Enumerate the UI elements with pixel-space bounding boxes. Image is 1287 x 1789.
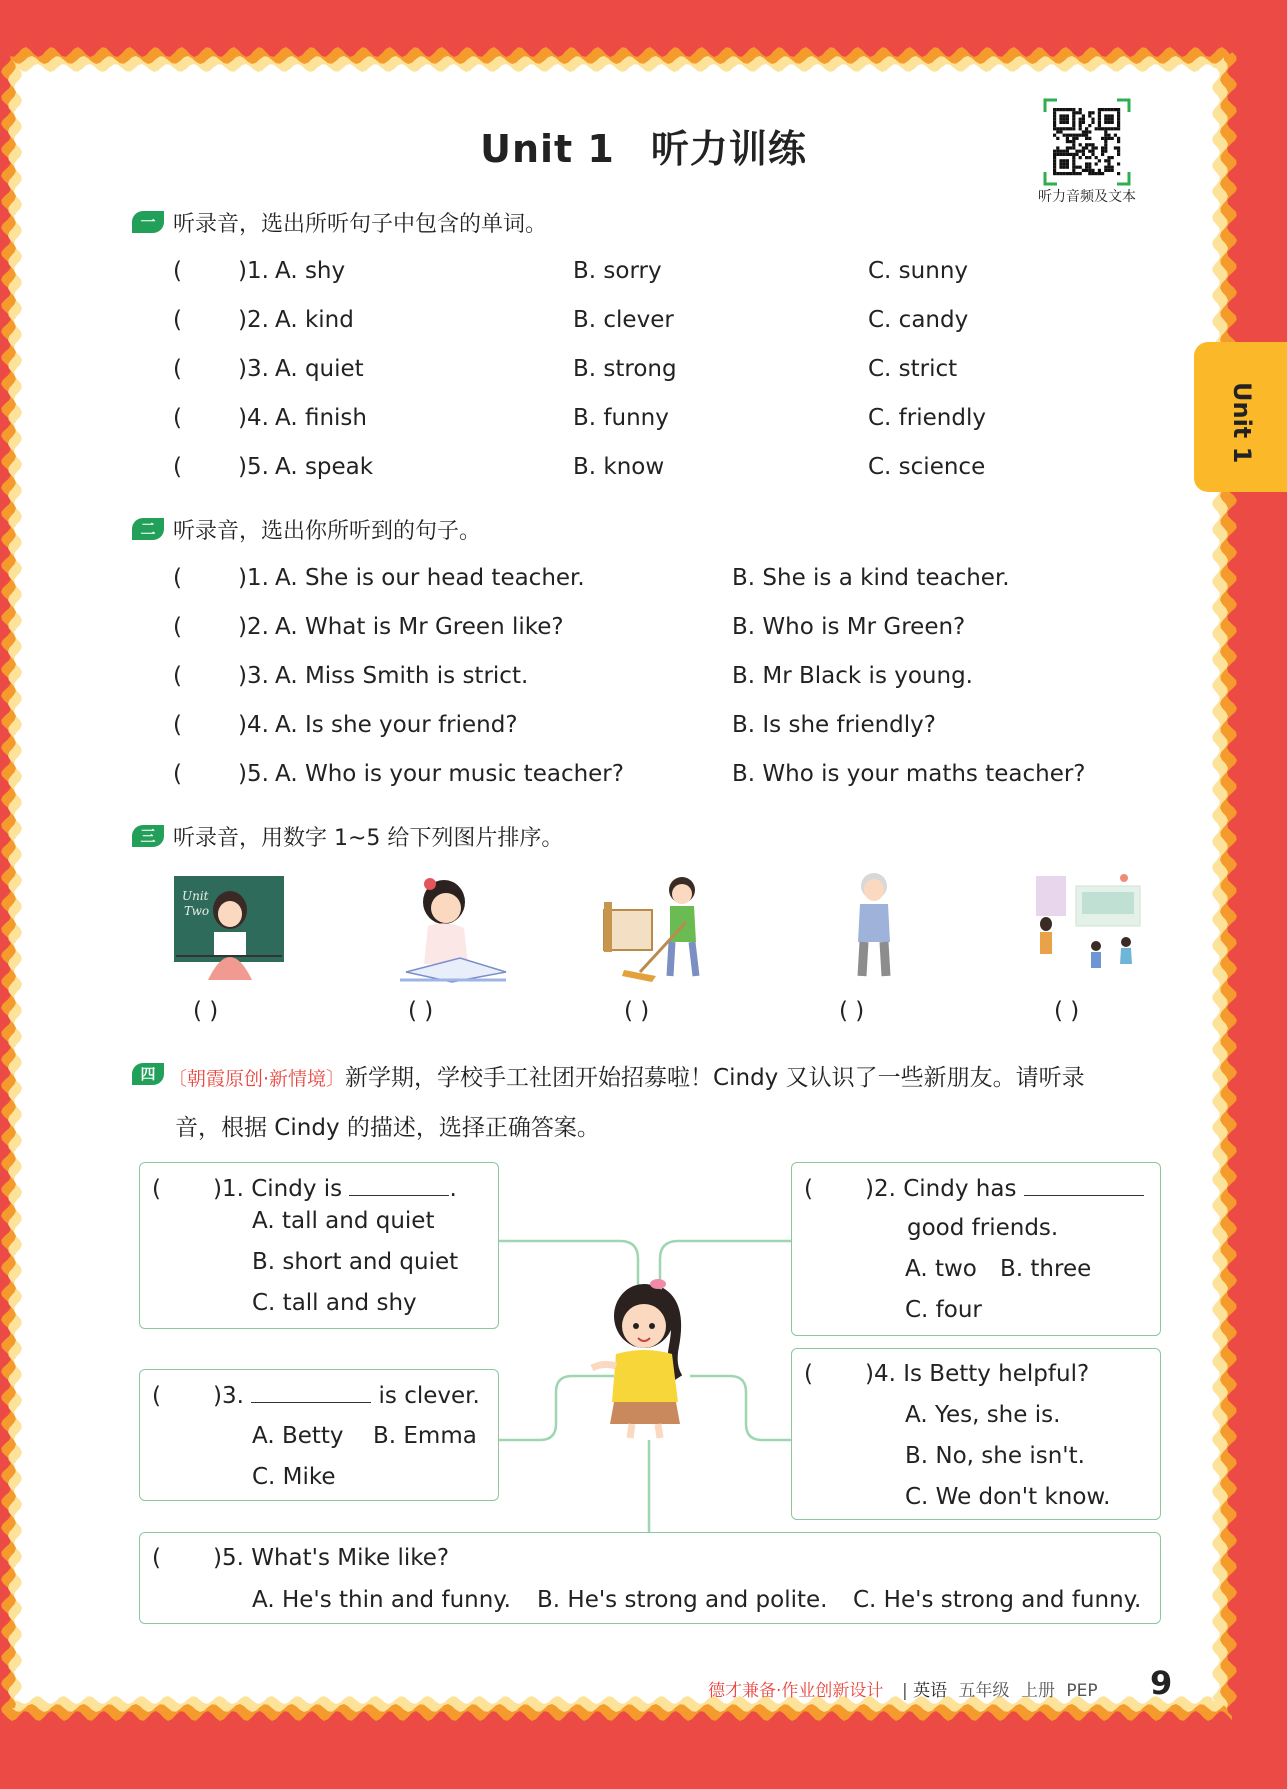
option-a[interactable]: A. Who is your music teacher? xyxy=(275,761,624,787)
question-4-stem: ( )4. Is Betty helpful? xyxy=(804,1361,1090,1387)
side-tab-unit xyxy=(1194,342,1287,492)
section-4-instruction-1 xyxy=(168,1059,1085,1092)
option-b[interactable]: B. clever xyxy=(573,307,674,333)
footer-separator: | xyxy=(902,1681,908,1701)
question-box-2 xyxy=(791,1162,1161,1336)
question-3-stem: ( )3. is clever. xyxy=(152,1383,480,1409)
qr-caption: 听力音频及文本 xyxy=(1038,189,1136,205)
question-1-stem: ( )1. Cindy is . xyxy=(152,1176,457,1202)
section-2-badge: 二 xyxy=(132,518,164,540)
q5-option-a[interactable]: A. He's thin and funny. xyxy=(252,1587,511,1613)
option-c[interactable]: C. friendly xyxy=(868,405,986,431)
question-box-3 xyxy=(139,1369,499,1501)
item-number: )2. xyxy=(238,307,269,333)
option-c[interactable]: C. strict xyxy=(868,356,958,382)
blackboard-text-1: Unit xyxy=(182,889,209,903)
q1-option-c[interactable]: C. tall and shy xyxy=(252,1290,417,1316)
q1-end: . xyxy=(449,1176,457,1202)
option-a[interactable]: A. quiet xyxy=(275,356,364,382)
qr-code-icon[interactable] xyxy=(1043,98,1131,186)
q1-option-a[interactable]: A. tall and quiet xyxy=(252,1208,435,1234)
q5-option-b[interactable]: B. He's strong and polite. xyxy=(537,1587,828,1613)
q3-number: )3. xyxy=(212,1383,244,1409)
q2-option-a[interactable]: A. two xyxy=(905,1256,977,1282)
unit-label: Unit 1 xyxy=(480,127,615,171)
option-a[interactable]: A. finish xyxy=(275,405,367,431)
answer-paren[interactable]: ( xyxy=(173,565,182,591)
q5-stem-text: What's Mike like? xyxy=(251,1545,450,1571)
item-number: )4. xyxy=(238,712,269,738)
footer-subject: 英语 xyxy=(913,1681,948,1701)
q2-number: )2. xyxy=(864,1176,896,1202)
footer-grade: 五年级 xyxy=(958,1681,1010,1701)
answer-paren[interactable]: ( xyxy=(173,614,182,640)
option-b[interactable]: B. strong xyxy=(573,356,677,382)
question-box-5 xyxy=(139,1532,1161,1624)
option-c[interactable]: C. science xyxy=(868,454,986,480)
q2-blank[interactable] xyxy=(1024,1175,1144,1196)
answer-paren[interactable]: ( xyxy=(173,761,182,787)
picture-5-answer[interactable]: ( ) xyxy=(1054,998,1080,1024)
option-a[interactable]: A. kind xyxy=(275,307,354,333)
answer-paren[interactable]: ( xyxy=(173,258,182,284)
q4-option-b[interactable]: B. No, she isn't. xyxy=(905,1443,1085,1469)
title-text: 听力训练 xyxy=(650,127,807,171)
section-4-tag: 〔朝霞原创·新情境〕 xyxy=(168,1068,346,1090)
option-c[interactable]: C. sunny xyxy=(868,258,969,284)
q3-option-c[interactable]: C. Mike xyxy=(252,1464,336,1490)
question-box-4 xyxy=(791,1348,1161,1520)
q1-number: )1. xyxy=(212,1176,244,1202)
picture-teacher-blackboard xyxy=(172,872,286,984)
section-2-instruction: 听录音，选出你所听到的句子。 xyxy=(173,519,482,544)
section-4-badge: 四 xyxy=(132,1063,164,1085)
q4-stem-text: Is Betty helpful? xyxy=(903,1361,1090,1387)
page-number: 9 xyxy=(1150,1664,1173,1702)
section-3-instruction: 听录音，用数字 1~5 给下列图片排序。 xyxy=(173,826,564,851)
item-number: )5. xyxy=(238,761,269,787)
item-number: )5. xyxy=(238,454,269,480)
option-a[interactable]: A. speak xyxy=(275,454,374,480)
item-number: )2. xyxy=(238,614,269,640)
answer-paren[interactable]: ( xyxy=(173,454,182,480)
picture-boy-sweeping xyxy=(600,872,714,984)
option-b[interactable]: B. Mr Black is young. xyxy=(732,663,973,689)
footer-edition: PEP xyxy=(1066,1681,1098,1701)
option-b[interactable]: B. Who is Mr Green? xyxy=(732,614,966,640)
item-number: )1. xyxy=(238,258,269,284)
q2-stem-line-2: good friends. xyxy=(907,1215,1059,1241)
question-box-1 xyxy=(139,1162,499,1329)
q3-option-a[interactable]: A. Betty xyxy=(252,1423,344,1449)
option-b[interactable]: B. Is she friendly? xyxy=(732,712,936,738)
blackboard-text-2: Two xyxy=(184,904,210,918)
option-b[interactable]: B. She is a kind teacher. xyxy=(732,565,1010,591)
option-a[interactable]: A. What is Mr Green like? xyxy=(275,614,564,640)
picture-4-answer[interactable]: ( ) xyxy=(839,998,865,1024)
q1-stem-text: Cindy is xyxy=(251,1176,343,1202)
q4-option-c[interactable]: C. We don't know. xyxy=(905,1484,1111,1510)
item-number: )1. xyxy=(238,565,269,591)
q5-option-c[interactable]: C. He's strong and funny. xyxy=(853,1587,1142,1613)
q5-number: )5. xyxy=(212,1545,244,1571)
q3-option-b[interactable]: B. Emma xyxy=(373,1423,477,1449)
question-5-stem: ( )5. What's Mike like? xyxy=(152,1545,450,1571)
q2-option-b[interactable]: B. three xyxy=(1000,1256,1092,1282)
section-3-badge: 三 xyxy=(132,825,164,847)
answer-paren[interactable]: ( xyxy=(173,307,182,333)
section-1-instruction: 听录音，选出所听句子中包含的单词。 xyxy=(173,212,548,237)
option-a[interactable]: A. shy xyxy=(275,258,346,284)
q2-option-c[interactable]: C. four xyxy=(905,1297,982,1323)
q3-blank[interactable] xyxy=(251,1382,371,1403)
picture-2-answer[interactable]: ( ) xyxy=(408,998,434,1024)
section-4-instruction-2: 音，根据 Cindy 的描述，选择正确答案。 xyxy=(175,1115,600,1141)
option-a[interactable]: A. Is she your friend? xyxy=(275,712,518,738)
option-a[interactable]: A. She is our head teacher. xyxy=(275,565,585,591)
q1-blank[interactable] xyxy=(349,1175,449,1196)
item-number: )3. xyxy=(238,356,269,382)
answer-paren[interactable]: ( xyxy=(173,356,182,382)
footer-term: 上册 xyxy=(1020,1681,1055,1701)
picture-1-answer[interactable]: ( ) xyxy=(193,998,219,1024)
item-number: )4. xyxy=(238,405,269,431)
picture-school-scene xyxy=(1030,872,1144,984)
option-b[interactable]: B. sorry xyxy=(573,258,662,284)
answer-paren[interactable]: ( xyxy=(173,712,182,738)
answer-paren[interactable]: ( xyxy=(173,405,182,431)
cindy-illustration xyxy=(586,1274,704,1440)
option-a[interactable]: A. Miss Smith is strict. xyxy=(275,663,529,689)
option-c[interactable]: C. candy xyxy=(868,307,969,333)
picture-girl-reading xyxy=(396,872,510,984)
item-number: )3. xyxy=(238,663,269,689)
option-b[interactable]: B. Who is your maths teacher? xyxy=(732,761,1086,787)
picture-3-answer[interactable]: ( ) xyxy=(624,998,650,1024)
q1-option-b[interactable]: B. short and quiet xyxy=(252,1249,459,1275)
picture-old-man xyxy=(818,872,932,984)
option-b[interactable]: B. funny xyxy=(573,405,669,431)
option-b[interactable]: B. know xyxy=(573,454,665,480)
footer-details xyxy=(902,1676,1098,1701)
q2-stem-text: Cindy has xyxy=(903,1176,1017,1202)
side-tab-label: Unit 1 xyxy=(1228,382,1256,464)
section-1-badge: 一 xyxy=(132,211,164,233)
q4-option-a[interactable]: A. Yes, she is. xyxy=(905,1402,1061,1428)
answer-paren[interactable]: ( xyxy=(173,663,182,689)
footer-series: 德才兼备·作业创新设计 xyxy=(708,1681,884,1701)
section-4-line-1: 新学期，学校手工社团开始招募啦！Cindy 又认识了一些新朋友。请听录 xyxy=(345,1065,1085,1091)
q4-number: )4. xyxy=(864,1361,896,1387)
question-2-stem: ( )2. Cindy has xyxy=(804,1175,1144,1202)
q3-stem-text: is clever. xyxy=(378,1383,480,1409)
